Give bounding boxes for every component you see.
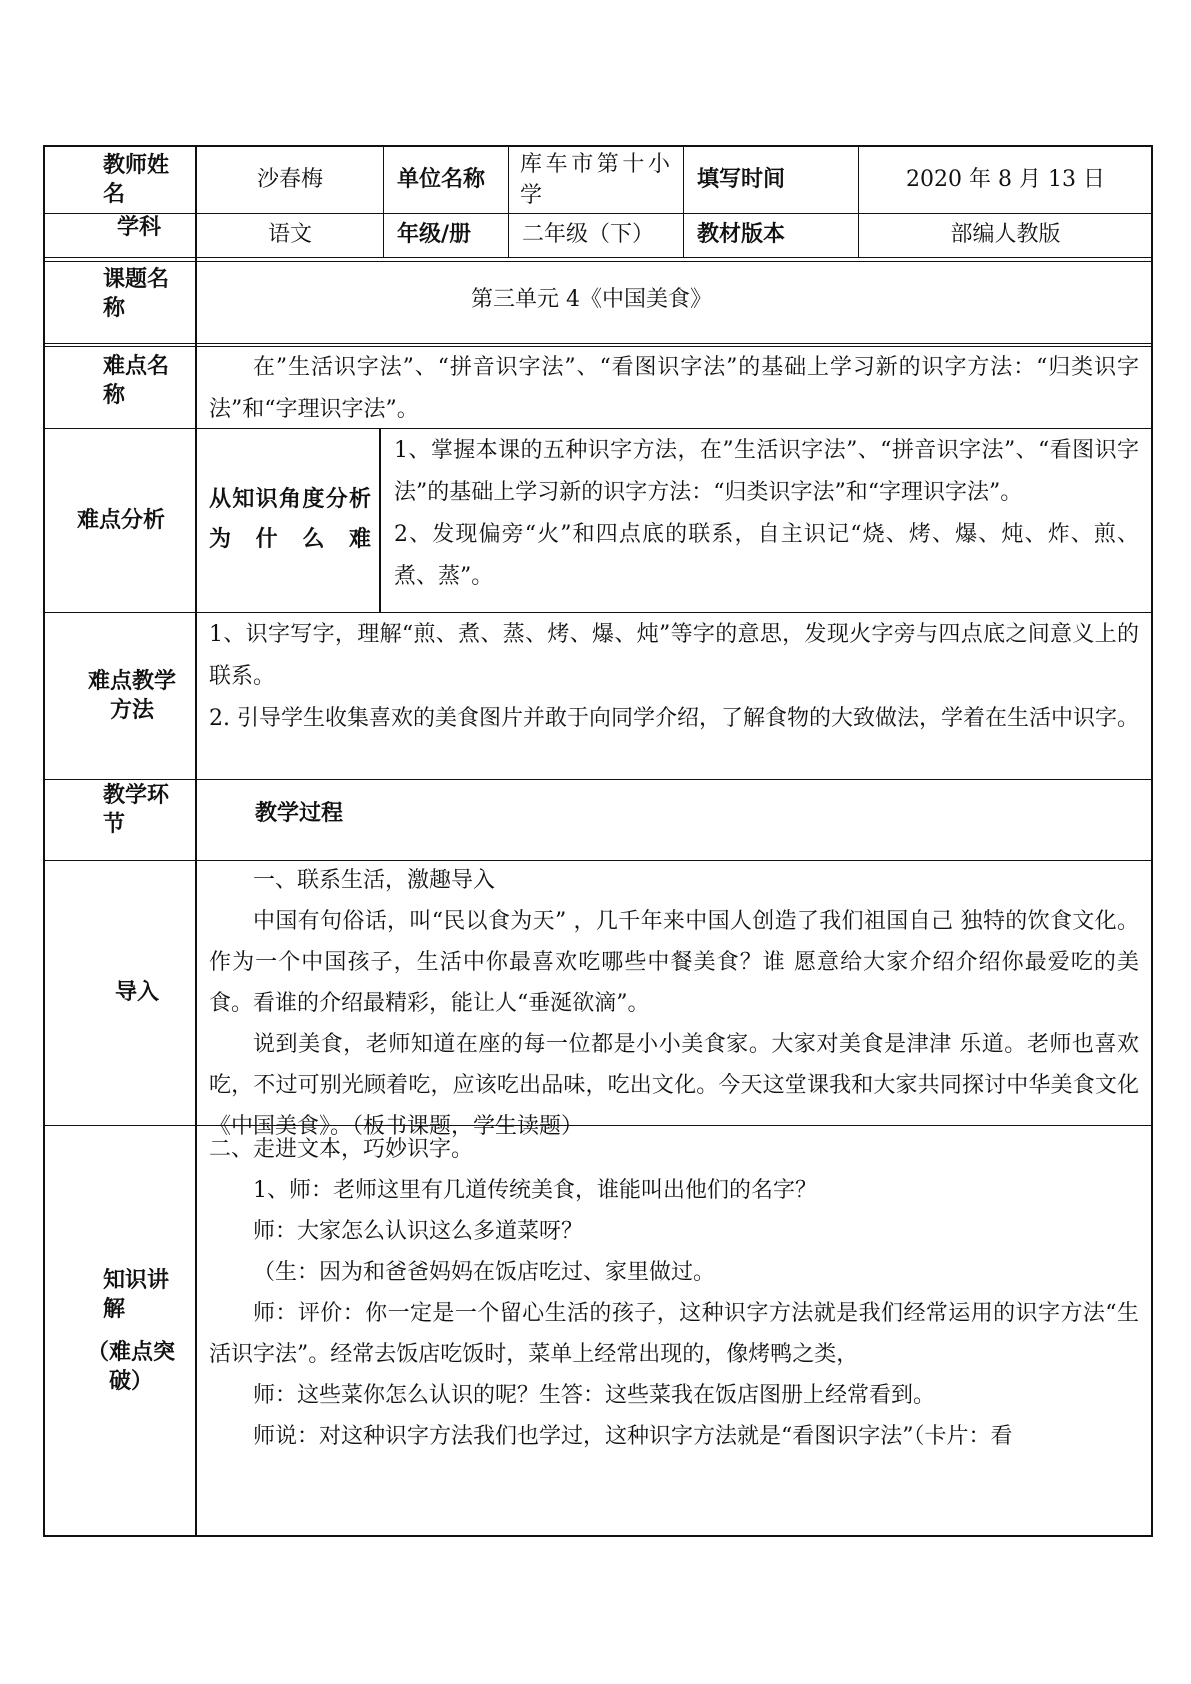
topic-label-cell [45,261,195,343]
teacher-name-label-cell [45,147,195,213]
knowledge-para-7: 师说：对这种识字方法我们也学过，这种识字方法就是“看图识字法”（卡片：看 [253,1424,1013,1449]
knowledge-para-5: 师：评价：你一定是一个留心生活的孩子，这种识字方法就是我们经常运用的识字方法“生活识字法”。经常去饭店吃饭时，菜单上经常出现的，像烤鸭之类， [209,1301,1139,1367]
knowledge-label: 知识讲解 [103,1268,170,1322]
intro-para-1: 一、联系生活，激趣导入 [253,868,496,893]
topic-label: 课题名称 [103,267,170,321]
col-divider [858,147,859,257]
process-label-cell [45,779,195,860]
unit-label: 单位名称 [397,167,486,192]
knowledge-para-2: 1、师：老师这里有几道传统美食，谁能叫出他们的名字？ [253,1178,817,1203]
teacher-name-label: 教师姓名 [103,153,170,207]
col-divider [683,147,684,257]
teacher-name-value: 沙春梅 [256,167,323,192]
row-divider [45,257,1151,258]
process-label: 教学环节 [103,783,170,837]
date-value: 2020 年 8 月 13 日 [906,167,1105,192]
analysis-point-2: 2、发现偏旁“火”和四点底的联系，自主识记“烧、烤、爆、炖、炸、煎、煮、蒸”。 [394,522,1139,589]
difficulty-label: 难点名称 [103,354,170,408]
subject-value: 语文 [267,222,312,247]
intro-para-2: 中国有句俗话，叫“民以食为天” ，几千年来中国人创造了我们祖国自己 独特的饮食文化。作为一个中国孩子，生活中你最喜欢吃哪些中餐美食？谁 愿意给大家介绍介绍你最爱吃的美食。看谁的介绍最精彩，能让人“垂涎欲滴”。 [209,909,1139,1016]
intro-para-3: 说到美食，老师知道在座的每一位都是小小美食家。大家对美食是津津 乐道。老师也喜欢吃，不过可别光顾着吃，应该吃出品味，吃出文化。今天这堂课我和大家共同探讨中华美食文化《中国美食》。（板书课题，学生读题） [209,1032,1139,1139]
analysis-point-1: 1、掌握本课的五种识字方法，在”生活识字法”、“拼音识字法”、“看图识字法”的基础上学习新的识字方法：“归类识字法”和“字理识字法”。 [394,438,1139,505]
analysis-label-cell [45,428,195,612]
subject-label-cell [45,213,195,257]
knowledge-para-3: 师：大家怎么认识这么多道菜呀？ [253,1219,584,1244]
unit-value: 库车市第十小学 [520,152,670,208]
intro-body [197,860,1151,1139]
intro-label-cell [45,860,195,1125]
knowledge-label-cell [45,1125,195,1537]
analysis-sub-label: 从知识角度分析为什么难 [209,487,371,552]
col-divider [508,147,509,257]
date-label: 填写时间 [697,167,786,192]
method-label-cell [45,612,195,779]
method-points [197,612,1151,779]
knowledge-label-breakthrough: （难点突破） [86,1340,175,1394]
method-point-1: 1、识字写字，理解“煎、煮、蒸、烤、爆、炖”等字的意思，发现火字旁与四点底之间意义上的联系。 [209,622,1139,689]
analysis-label: 难点分析 [77,507,166,533]
difficulty-text-cell [197,346,1151,428]
knowledge-para-4: （生：因为和爸爸妈妈在饭店吃过、家里做过。 [253,1260,716,1285]
difficulty-text: 在”生活识字法”、“拼音识字法”、“看图识字法”的基础上学习新的识字方法：“归类识字法”和“字理识字法”。 [209,355,1139,422]
knowledge-para-6: 师：这些菜你怎么认识的呢？生答：这些菜我在饭店图册上经常看到。 [253,1383,936,1408]
grade-value: 二年级（下） [522,222,655,247]
edition-value: 部编人教版 [950,222,1061,247]
analysis-sub-label-cell [197,428,379,612]
method-point-2: 2. 引导学生收集喜欢的美食图片并敢于向同学介绍，了解食物的大致做法，学着在生活中识字。 [209,706,1139,731]
subject-label: 学科 [117,215,162,240]
method-label: 难点教学方法 [87,668,176,723]
process-title: 教学过程 [255,801,344,826]
intro-label: 导入 [115,980,160,1005]
topic-value: 第三单元 4《中国美食》 [471,287,712,312]
knowledge-para-1: 二、走进文本，巧妙识字。 [209,1137,474,1162]
lesson-plan-table [43,145,1153,1537]
col-divider [379,428,381,612]
edition-label: 教材版本 [697,222,786,247]
knowledge-body [197,1125,1151,1537]
difficulty-label-cell [45,346,195,428]
analysis-points [382,428,1151,612]
row-divider [45,343,1151,344]
grade-label: 年级/册 [397,222,472,247]
col-divider [383,147,384,257]
unit-value-cell [510,147,683,213]
